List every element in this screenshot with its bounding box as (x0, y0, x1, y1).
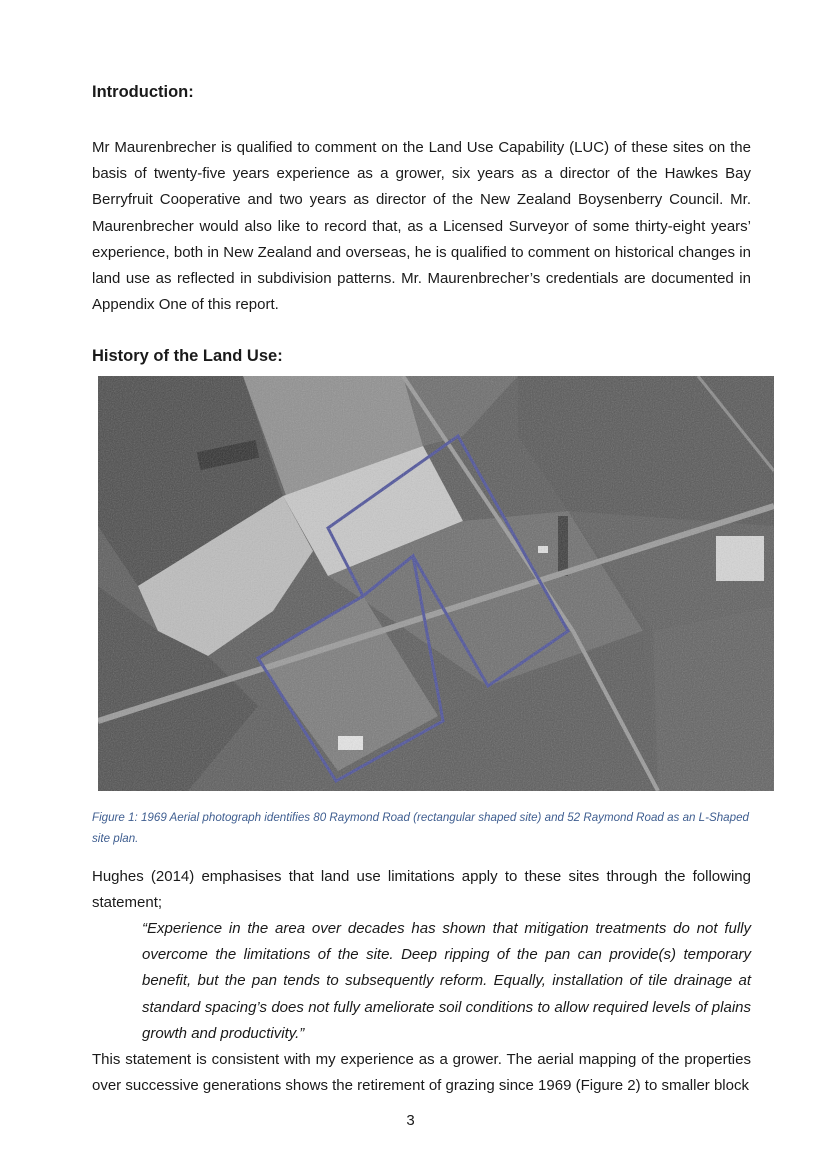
aerial-photograph (98, 376, 774, 791)
figure-caption: Figure 1: 1969 Aerial photograph identifies 80 Raymond Road (rectangular shaped site) and 52 Raymond Road as an L-Shaped site plan. (92, 811, 749, 845)
body-paragraph-2: This statement is consistent with my experience as a grower. The aerial mapping of the properties over successive generations shows the retirement of grazing since 1969 (Figure 2) to smaller block (92, 1051, 751, 1095)
history-heading: History of the Land Use: (92, 347, 283, 365)
body-paragraph-1: Hughes (2014) emphasises that land use limitations apply to these sites through the following statement; (92, 868, 751, 912)
introduction-paragraph: Mr Maurenbrecher is qualified to comment on the Land Use Capability (LUC) of these sites on the basis of twenty-five years experience as a grower, six years as a director of the Hawkes Bay Berryfruit Cooperative and two years as director of the New Zealand Boysenberry Council. Mr. Maurenbrecher would also like to record that, as a Licensed Surveyor of some thirty-eight years’ experience, both in New Zealand and overseas, he is qualified to comment on historical changes in land use as reflected in subdivision patterns. Mr. Maurenbrecher’s credentials are documented in Appendix One of this report. (92, 139, 751, 314)
photo-grain (98, 376, 774, 791)
introduction-heading: Introduction: (92, 83, 194, 101)
page-number: 3 (406, 1112, 415, 1129)
quoted-statement: “Experience in the area over decades has shown that mitigation treatments do not fully overcome the limitations of the site. Deep ripping of the pan can provide(s) temporary benefit, but the pan tends to subsequently reform. Equally, installation of tile drainage at standard spacing’s does not fully ameliorate soil conditions to allow required levels of plains growth and productivity.” (142, 920, 751, 1042)
